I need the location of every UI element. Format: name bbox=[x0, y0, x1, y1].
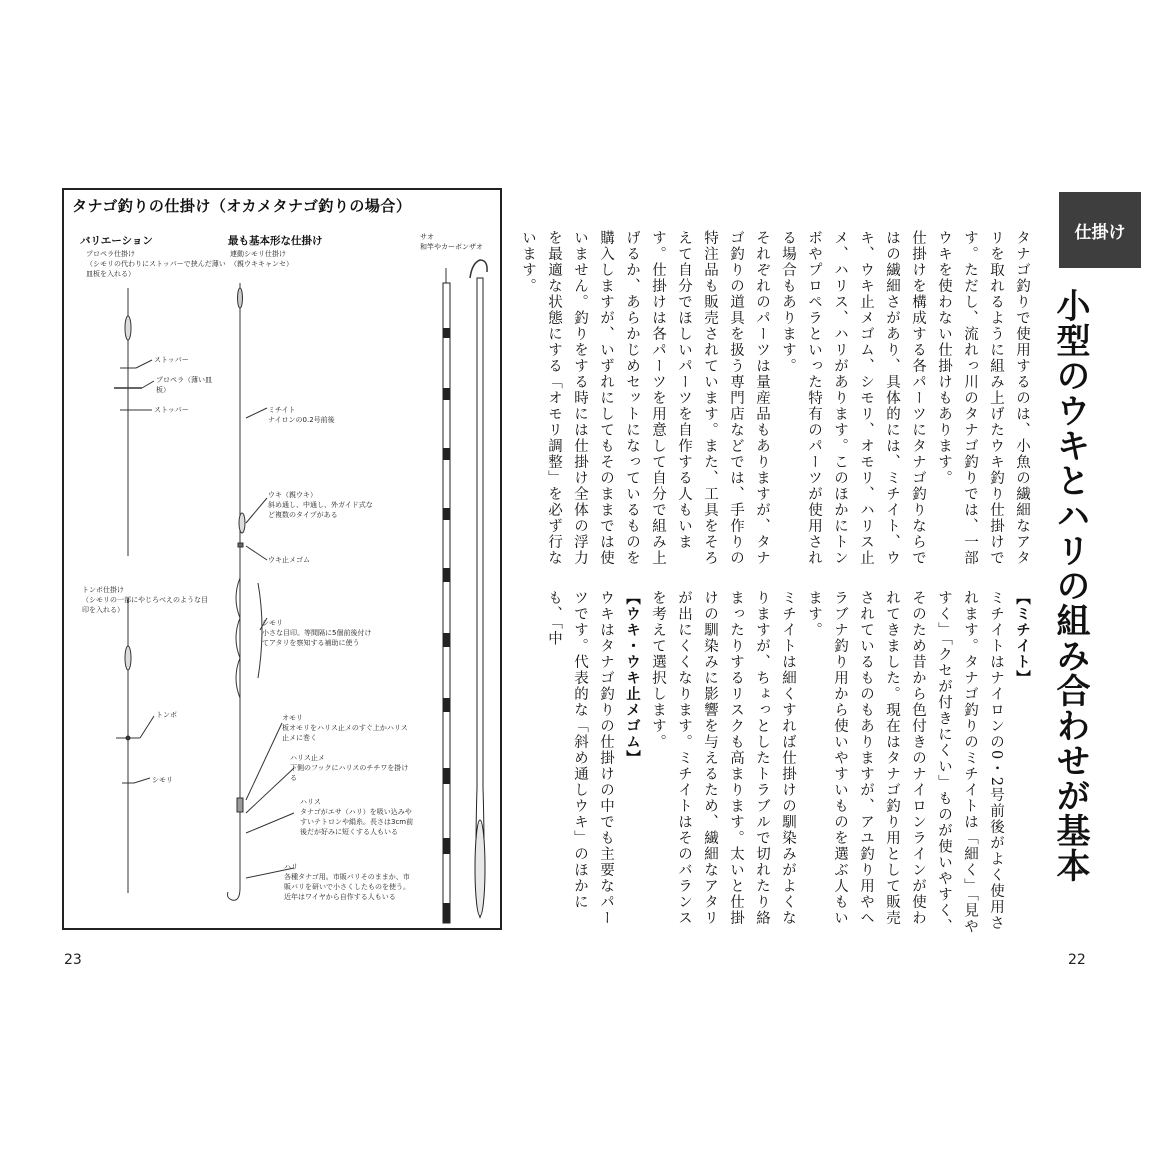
subheading: 【ミチイト】 bbox=[1014, 590, 1030, 686]
callout-desc: 下側のフックにハリスのチチワを掛ける bbox=[290, 764, 409, 782]
callout-desc: 斜め通し、中通し、外ガイド式など複数のタイプがある bbox=[268, 501, 373, 519]
basic-rig-subtitle2: （親ウキキャンセ） bbox=[230, 260, 293, 268]
paragraph: それぞれのパーツは量産品もありますが、タナゴ釣りの道具を扱う専門店などでは、手作りの特注品も販売されています。また、工具をそろえて自分でほしいパーツを自作する人もいます。仕掛けは各パーツを用意して自分で組み上げるか、あらかじめセットになっているものを購入しますが、いずれにしてもそのままでは使いません。釣りをする時には仕掛け全体の浮力を最適な状態にする「オモリ調整」を必ず行ないます。 bbox=[520, 230, 770, 566]
callout-name: ウキ止メゴム bbox=[268, 556, 310, 564]
callout-desc: 板オモリをハリス止メのすぐ上かハリス止メに巻く bbox=[282, 724, 408, 742]
basic-rig-subtitle: 連動シモリ仕掛け bbox=[230, 250, 286, 258]
paragraph: ミチイトは細くすれば仕掛けの馴染みがよくなりますが、ちょっとしたトラブルで切れたり絡まったりするリスクも高まります。太いと仕掛けの馴染みに影響を与えるため、繊細なアタリが出にくくなります。ミチイトはそのバランスを考えて選択します。 bbox=[650, 590, 796, 926]
callout-desc: タナゴがエサ（ハリ）を吸い込みやすいテトロンや絹糸。長さは3cm前後だが好みに短くする人もいる bbox=[300, 808, 414, 836]
body-text-upper bbox=[515, 230, 1035, 575]
propeller-note: （シモリの代わりにストッパーで挟んだ薄い皿板を入れる） bbox=[86, 260, 226, 278]
float-icon bbox=[125, 646, 131, 670]
propeller-part-label: プロペラ（薄い皿板） bbox=[156, 376, 212, 394]
hook-mark bbox=[228, 828, 241, 900]
float-icon bbox=[125, 316, 131, 340]
callout-name: ミチイト bbox=[268, 406, 296, 414]
callout-desc: 各種タナゴ用。市販バリそのままか、市販バリを研いで小さくしたものを使う。近年はワイヤから自作する人もいる bbox=[284, 873, 410, 901]
page-number-right: 22 bbox=[1068, 952, 1086, 968]
rod-tip bbox=[470, 260, 487, 278]
variation-heading: バリエーション bbox=[80, 235, 153, 247]
paragraph: 仕掛けを構成する各パーツにタナゴ釣りならではの繊細さがあり、具体的には、ミチイト、ウキ、ウキ止メゴム、シモリ、オモリ、ハリス止メ、ハリス、ハリがあります。このほかにトンボやプロペラといった特有のパーツが使用される場合もあります。 bbox=[780, 230, 926, 566]
rod-label: サオ bbox=[420, 233, 434, 241]
callout-desc: ナイロンの0.2号前後 bbox=[268, 416, 335, 424]
rod-shaft bbox=[443, 283, 450, 923]
tonbo-part-label: トンボ bbox=[156, 711, 177, 719]
callout-name: ウキ（親ウキ） bbox=[268, 491, 317, 499]
subheading: 【ウキ・ウキ止メゴム】 bbox=[624, 590, 640, 766]
basic-rig-heading: 最も基本形な仕掛け bbox=[228, 235, 323, 247]
callout-name: ハリ bbox=[284, 863, 298, 871]
callout-name: ハリス bbox=[300, 798, 321, 806]
tonbo-label: トンボ仕掛け bbox=[82, 586, 124, 594]
stopper-label-1: ストッパー bbox=[154, 356, 189, 364]
shimori-part-label: シモリ bbox=[152, 776, 173, 784]
callout-name: ハリス止メ bbox=[290, 754, 325, 762]
callout-name: オモリ bbox=[282, 714, 303, 722]
rod-desc: 和竿やカーボンザオ bbox=[420, 243, 483, 251]
paragraph: ミチイトはナイロンの0・2号前後がよく使用されます。タナゴ釣りのミチイトは「細く」「見やすく」「クセが付きにくい」ものが使いやすく、そのため昔から色付きのナイロンラインが使われてきました。現在はタナゴ釣り用として販売されているものもありますが、アユ釣り用やヘラブナ釣り用から使いやすいものを選ぶ人もいます。 bbox=[806, 590, 1004, 935]
section-tag: 仕掛け bbox=[1059, 192, 1141, 268]
tonbo-note: （シモリの一部にやじろべえのような目印を入れる） bbox=[82, 596, 208, 614]
paragraph: ウキはタナゴ釣りの仕掛けの中でも主要なパーツです。代表的な「斜め通しウキ」のほかにも、「中 bbox=[546, 590, 614, 926]
float-icon bbox=[239, 513, 245, 533]
page-number-left: 23 bbox=[64, 952, 82, 968]
paragraph: タナゴ釣りで使用するのは、小魚の繊細なアタリを取れるように組み上げたウキ釣り仕掛けです。ただし、流れっ川のタナゴ釣りでは、一部ウキを使わない仕掛けもあります。 bbox=[936, 230, 1030, 566]
body-text-lower bbox=[541, 590, 1035, 935]
callout-name: シモリ bbox=[262, 619, 283, 627]
callout-desc: 小さな目印。等間隔に5個前後付けてアタリを察知する補助に使う bbox=[262, 629, 372, 647]
stopper-label-2: ストッパー bbox=[154, 406, 189, 414]
propeller-label: プロペラ仕掛け bbox=[86, 250, 135, 258]
page-heading: 小型のウキとハリの組み合わせが基本 bbox=[1050, 288, 1090, 883]
sinker-mark bbox=[237, 798, 243, 812]
diagram-title: タナゴ釣りの仕掛け（オカメタナゴ釣りの場合） bbox=[72, 197, 412, 215]
